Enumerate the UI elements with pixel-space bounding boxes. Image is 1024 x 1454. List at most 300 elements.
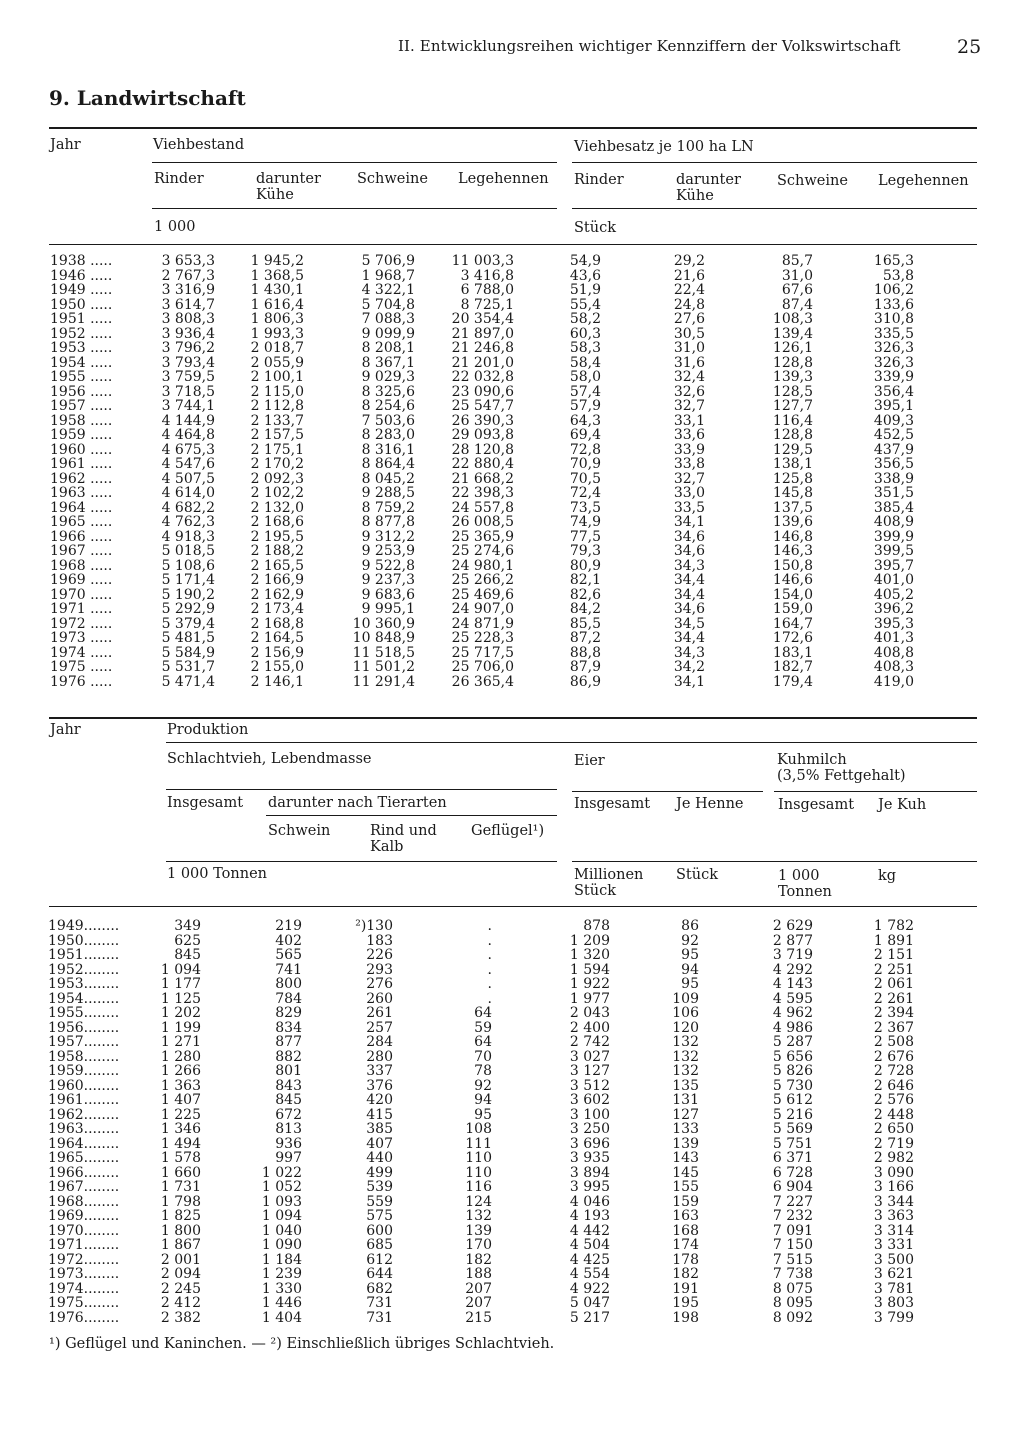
cell-je-kuh: 2 576 <box>873 1092 914 1108</box>
cell-je-henne: 133 <box>672 1121 699 1137</box>
table-row <box>0 992 1000 1007</box>
cell-kuehe: 2 166,9 <box>250 572 304 588</box>
cell-rinder: 4 918,3 <box>161 528 215 545</box>
cell-milch-insgesamt: 7 232 <box>772 1208 813 1224</box>
cell-legehennen: 21 668,2 <box>451 470 514 487</box>
cell-year: 1974 ..... <box>50 644 113 661</box>
cell-rind-kalb: 257 <box>366 1019 393 1036</box>
t2-group-eier: Eier <box>574 753 605 769</box>
cell-gefluegel: 116 <box>465 1179 492 1195</box>
cell-legehennen: 25 266,2 <box>451 572 514 588</box>
cell-gefluegel: . <box>487 932 492 949</box>
cell-rind-kalb: 499 <box>366 1164 393 1181</box>
cell-kuehe: 2 168,8 <box>250 615 304 632</box>
cell-legehennen-besatz: 399,9 <box>873 528 914 545</box>
cell-schwein: 1 040 <box>261 1222 302 1239</box>
cell-eier-insgesamt: 1 977 <box>569 990 610 1007</box>
cell-milch-insgesamt: 6 904 <box>772 1179 813 1195</box>
t1-h-legehennen-besatz: Legehennen <box>878 173 969 189</box>
cell-rinder-besatz: 73,5 <box>569 499 601 516</box>
t2-h-eier-insgesamt: Insgesamt <box>574 796 651 812</box>
cell-legehennen: 24 871,9 <box>451 615 514 632</box>
table-row <box>0 1195 1000 1210</box>
cell-schlachtvieh-insgesamt: 1 800 <box>160 1222 201 1239</box>
cell-eier-insgesamt: 3 127 <box>569 1063 610 1079</box>
table-row <box>0 1253 1000 1268</box>
cell-schlachtvieh-insgesamt: 1 363 <box>160 1077 201 1094</box>
cell-schwein: 784 <box>275 990 302 1007</box>
cell-schweine-besatz: 31,0 <box>781 267 813 284</box>
cell-year: 1960........ <box>48 1077 120 1094</box>
t1-h-kuehe: darunter Kühe <box>256 171 321 203</box>
cell-schlachtvieh-insgesamt: 1 346 <box>160 1121 201 1137</box>
cell-schweine: 11 291,4 <box>352 673 415 690</box>
cell-eier-insgesamt: 2 043 <box>569 1005 610 1021</box>
cell-rinder-besatz: 69,4 <box>569 427 601 443</box>
cell-legehennen-besatz: 452,5 <box>873 427 914 443</box>
cell-year: 1951 ..... <box>50 311 113 327</box>
cell-rinder: 4 675,3 <box>161 441 215 458</box>
cell-gefluegel: 108 <box>465 1121 492 1137</box>
cell-schwein: 1 090 <box>261 1237 302 1253</box>
cell-rind-kalb: 420 <box>366 1092 393 1108</box>
cell-je-henne: 132 <box>672 1063 699 1079</box>
cell-rinder-besatz: 58,2 <box>569 311 601 327</box>
cell-eier-insgesamt: 3 995 <box>569 1179 610 1195</box>
cell-year: 1959 ..... <box>50 427 113 443</box>
cell-je-henne: 168 <box>672 1222 699 1239</box>
cell-legehennen-besatz: 396,2 <box>873 601 914 617</box>
cell-rind-kalb: 415 <box>366 1106 393 1123</box>
t2-unit-rule-right <box>572 861 977 862</box>
cell-rinder-besatz: 79,3 <box>569 543 601 559</box>
cell-gefluegel: 110 <box>465 1164 492 1181</box>
cell-je-henne: 174 <box>672 1237 699 1253</box>
cell-schlachtvieh-insgesamt: 1 494 <box>160 1135 201 1152</box>
cell-milch-insgesamt: 7 227 <box>772 1193 813 1210</box>
cell-schlachtvieh-insgesamt: 2 412 <box>160 1295 201 1311</box>
cell-schweine: 9 099,9 <box>361 325 415 342</box>
cell-eier-insgesamt: 3 935 <box>569 1150 610 1166</box>
t2-h-je-henne: Je Henne <box>676 796 744 812</box>
t2-unit-mio-stueck: Millionen Stück <box>574 867 644 899</box>
cell-kuehe-besatz: 32,7 <box>673 398 705 414</box>
table-row <box>0 385 1000 400</box>
t2-eier-rule <box>572 791 763 792</box>
cell-schweine-besatz: 164,7 <box>772 615 813 632</box>
cell-schwein: 800 <box>275 976 302 992</box>
cell-milch-insgesamt: 4 595 <box>772 990 813 1007</box>
cell-rinder: 2 767,3 <box>161 267 215 284</box>
cell-kuehe: 1 806,3 <box>250 311 304 327</box>
cell-year: 1967 ..... <box>50 543 113 559</box>
table-row <box>0 428 1000 443</box>
cell-je-henne: 95 <box>681 976 699 992</box>
cell-eier-insgesamt: 1 922 <box>569 976 610 992</box>
cell-milch-insgesamt: 5 287 <box>772 1034 813 1050</box>
cell-milch-insgesamt: 4 143 <box>772 976 813 992</box>
cell-schweine-besatz: 154,0 <box>772 586 813 603</box>
cell-schlachtvieh-insgesamt: 2 382 <box>160 1309 201 1326</box>
cell-milch-insgesamt: 5 826 <box>772 1063 813 1079</box>
cell-legehennen-besatz: 408,9 <box>873 514 914 530</box>
running-head: II. Entwicklungsreihen wichtiger Kennziffern der Volkswirtschaft <box>398 37 901 55</box>
cell-gefluegel: 64 <box>474 1034 492 1050</box>
cell-kuehe-besatz: 33,8 <box>673 456 705 472</box>
cell-kuehe-besatz: 31,6 <box>673 354 705 371</box>
cell-rinder-besatz: 85,5 <box>569 615 601 632</box>
cell-schweine-besatz: 129,5 <box>772 441 813 458</box>
cell-gefluegel: 95 <box>474 1106 492 1123</box>
cell-kuehe: 2 115,0 <box>250 383 304 400</box>
cell-legehennen-besatz: 351,5 <box>873 485 914 501</box>
cell-gefluegel: 78 <box>474 1063 492 1079</box>
cell-year: 1975........ <box>48 1295 120 1311</box>
cell-je-henne: 159 <box>672 1193 699 1210</box>
footnote: ¹) Geflügel und Kaninchen. — ²) Einschließlich übriges Schlachtvieh. <box>49 1336 555 1352</box>
cell-kuehe: 1 993,3 <box>250 325 304 342</box>
cell-schlachtvieh-insgesamt: 1 798 <box>160 1193 201 1210</box>
cell-year: 1956 ..... <box>50 383 113 400</box>
cell-legehennen-besatz: 419,0 <box>873 673 914 690</box>
cell-rinder: 3 808,3 <box>161 311 215 327</box>
cell-year: 1956........ <box>48 1019 120 1036</box>
cell-kuehe-besatz: 29,2 <box>673 253 705 269</box>
cell-rinder: 3 614,7 <box>161 296 215 313</box>
cell-schweine: 9 288,5 <box>361 485 415 501</box>
cell-je-henne: 178 <box>672 1251 699 1268</box>
table-row <box>0 1224 1000 1239</box>
cell-milch-insgesamt: 5 730 <box>772 1077 813 1094</box>
cell-year: 1965 ..... <box>50 514 113 530</box>
cell-rind-kalb: 407 <box>366 1135 393 1152</box>
cell-gefluegel: . <box>487 947 492 963</box>
table-row <box>0 1108 1000 1123</box>
cell-gefluegel: 132 <box>465 1208 492 1224</box>
cell-schweine: 10 848,9 <box>352 630 415 646</box>
t2-produktion-rule <box>166 742 977 743</box>
table-row <box>0 919 1000 934</box>
cell-je-henne: 127 <box>672 1106 699 1123</box>
cell-schwein: 1 404 <box>261 1309 302 1326</box>
cell-je-kuh: 3 314 <box>873 1222 914 1239</box>
cell-milch-insgesamt: 7 150 <box>772 1237 813 1253</box>
cell-year: 1960 ..... <box>50 441 113 458</box>
cell-rind-kalb: 376 <box>366 1077 393 1094</box>
table-row <box>0 1151 1000 1166</box>
cell-rinder: 3 718,5 <box>161 383 215 400</box>
cell-schweine: 8 208,1 <box>361 340 415 356</box>
cell-kuehe-besatz: 22,4 <box>673 282 705 298</box>
t2-kuhmilch-rule <box>774 791 977 792</box>
cell-schweine-besatz: 87,4 <box>781 296 813 313</box>
cell-eier-insgesamt: 4 046 <box>569 1193 610 1210</box>
t2-darunter-rule <box>266 815 557 816</box>
cell-year: 1969........ <box>48 1208 120 1224</box>
table-row <box>0 573 1000 588</box>
cell-legehennen-besatz: 356,4 <box>873 383 914 400</box>
table-row <box>0 675 1000 690</box>
cell-gefluegel: 188 <box>465 1266 492 1282</box>
cell-year: 1970........ <box>48 1222 120 1239</box>
cell-je-kuh: 2 719 <box>873 1135 914 1152</box>
cell-rinder-besatz: 58,4 <box>569 354 601 371</box>
cell-schwein: 843 <box>275 1077 302 1094</box>
cell-schwein: 1 022 <box>261 1164 302 1181</box>
t1-h-legehennen: Legehennen <box>458 171 549 187</box>
table-row <box>0 457 1000 472</box>
cell-schlachtvieh-insgesamt: 1 202 <box>160 1005 201 1021</box>
cell-kuehe-besatz: 34,1 <box>673 673 705 690</box>
cell-milch-insgesamt: 7 515 <box>772 1251 813 1268</box>
cell-kuehe: 2 168,6 <box>250 514 304 530</box>
t1-unit-rule-left <box>152 208 557 209</box>
cell-legehennen-besatz: 408,8 <box>873 644 914 661</box>
cell-je-henne: 195 <box>672 1295 699 1311</box>
cell-kuehe-besatz: 33,6 <box>673 427 705 443</box>
cell-schlachtvieh-insgesamt: 1 177 <box>160 976 201 992</box>
cell-je-henne: 95 <box>681 947 699 963</box>
t2-schlachtvieh-rule <box>166 789 557 790</box>
cell-schwein: 1 052 <box>261 1179 302 1195</box>
cell-rind-kalb: 644 <box>366 1266 393 1282</box>
cell-eier-insgesamt: 5 217 <box>569 1309 610 1326</box>
cell-rind-kalb: 440 <box>366 1150 393 1166</box>
table-row <box>0 559 1000 574</box>
cell-legehennen-besatz: 339,9 <box>873 369 914 385</box>
cell-milch-insgesamt: 6 728 <box>772 1164 813 1181</box>
cell-milch-insgesamt: 8 075 <box>772 1280 813 1297</box>
cell-eier-insgesamt: 1 320 <box>569 947 610 963</box>
cell-rind-kalb: 682 <box>366 1280 393 1297</box>
cell-milch-insgesamt: 8 092 <box>772 1309 813 1326</box>
cell-rind-kalb: ²)130 <box>355 918 393 934</box>
cell-rinder-besatz: 70,9 <box>569 456 601 472</box>
cell-schlachtvieh-insgesamt: 845 <box>174 947 201 963</box>
cell-year: 1946 ..... <box>50 267 113 284</box>
cell-rind-kalb: 600 <box>366 1222 393 1239</box>
cell-year: 1972........ <box>48 1251 120 1268</box>
cell-kuehe-besatz: 32,7 <box>673 470 705 487</box>
cell-je-kuh: 2 251 <box>873 961 914 978</box>
cell-kuehe: 2 164,5 <box>250 630 304 646</box>
cell-year: 1973........ <box>48 1266 120 1282</box>
section-title: 9. Landwirtschaft <box>49 86 246 110</box>
table2-top-rule <box>49 717 977 719</box>
cell-kuehe-besatz: 33,9 <box>673 441 705 458</box>
cell-legehennen-besatz: 385,4 <box>873 499 914 516</box>
cell-je-henne: 182 <box>672 1266 699 1282</box>
cell-milch-insgesamt: 4 962 <box>772 1005 813 1021</box>
cell-kuehe: 2 102,2 <box>250 485 304 501</box>
table-row <box>0 1079 1000 1094</box>
cell-schweine-besatz: 172,6 <box>772 630 813 646</box>
table-row <box>0 544 1000 559</box>
table-row <box>0 312 1000 327</box>
cell-schweine: 4 322,1 <box>361 282 415 298</box>
cell-schwein: 801 <box>275 1063 302 1079</box>
cell-schwein: 565 <box>275 947 302 963</box>
cell-rinder-besatz: 70,5 <box>569 470 601 487</box>
cell-gefluegel: . <box>487 918 492 934</box>
cell-rinder: 3 759,5 <box>161 369 215 385</box>
cell-schweine-besatz: 145,8 <box>772 485 813 501</box>
cell-schlachtvieh-insgesamt: 1 660 <box>160 1164 201 1181</box>
cell-legehennen: 21 246,8 <box>451 340 514 356</box>
cell-legehennen: 25 365,9 <box>451 528 514 545</box>
cell-schweine: 8 045,2 <box>361 470 415 487</box>
cell-schweine: 8 864,4 <box>361 456 415 472</box>
cell-rind-kalb: 612 <box>366 1251 393 1268</box>
cell-year: 1951........ <box>48 947 120 963</box>
cell-schlachtvieh-insgesamt: 1 407 <box>160 1092 201 1108</box>
cell-kuehe-besatz: 34,2 <box>673 659 705 675</box>
cell-schweine: 5 706,9 <box>361 253 415 269</box>
cell-milch-insgesamt: 4 292 <box>772 961 813 978</box>
cell-schlachtvieh-insgesamt: 1 280 <box>160 1048 201 1065</box>
t1-col-jahr: Jahr <box>50 137 81 153</box>
cell-kuehe-besatz: 33,5 <box>673 499 705 516</box>
cell-eier-insgesamt: 2 400 <box>569 1019 610 1036</box>
cell-je-henne: 143 <box>672 1150 699 1166</box>
cell-legehennen-besatz: 395,1 <box>873 398 914 414</box>
cell-year: 1958 ..... <box>50 412 113 429</box>
cell-eier-insgesamt: 4 193 <box>569 1208 610 1224</box>
cell-kuehe: 2 092,3 <box>250 470 304 487</box>
cell-je-kuh: 3 331 <box>873 1237 914 1253</box>
t1-group-rule-left <box>152 162 557 163</box>
cell-year: 1955 ..... <box>50 369 113 385</box>
t1-unit-rule-right <box>572 208 977 209</box>
cell-year: 1969 ..... <box>50 572 113 588</box>
table-row <box>0 1006 1000 1021</box>
cell-milch-insgesamt: 2 629 <box>772 918 813 934</box>
t2-group-kuhmilch: Kuhmilch (3,5% Fettgehalt) <box>777 752 906 784</box>
cell-gefluegel: . <box>487 990 492 1007</box>
cell-legehennen-besatz: 53,8 <box>882 267 914 284</box>
cell-je-kuh: 3 090 <box>873 1164 914 1181</box>
t1-group-rule-right <box>572 162 977 163</box>
cell-schlachtvieh-insgesamt: 1 266 <box>160 1063 201 1079</box>
cell-schweine: 9 253,9 <box>361 543 415 559</box>
cell-schlachtvieh-insgesamt: 1 094 <box>160 961 201 978</box>
cell-je-kuh: 2 394 <box>873 1005 914 1021</box>
table-row <box>0 1180 1000 1195</box>
cell-rinder-besatz: 43,6 <box>569 267 601 284</box>
cell-rinder: 5 584,9 <box>161 644 215 661</box>
t2-col-jahr: Jahr <box>50 722 81 738</box>
cell-schwein: 741 <box>275 961 302 978</box>
cell-je-kuh: 2 676 <box>873 1048 914 1065</box>
cell-legehennen-besatz: 437,9 <box>873 441 914 458</box>
cell-je-kuh: 2 261 <box>873 990 914 1007</box>
cell-je-henne: 191 <box>672 1280 699 1297</box>
cell-rinder: 5 018,5 <box>161 543 215 559</box>
cell-schweine: 7 088,3 <box>361 311 415 327</box>
cell-milch-insgesamt: 5 612 <box>772 1092 813 1108</box>
cell-kuehe: 2 170,2 <box>250 456 304 472</box>
cell-legehennen-besatz: 408,3 <box>873 659 914 675</box>
cell-milch-insgesamt: 8 095 <box>772 1295 813 1311</box>
table-row <box>0 1209 1000 1224</box>
cell-year: 1971........ <box>48 1237 120 1253</box>
table-row <box>0 269 1000 284</box>
cell-legehennen-besatz: 326,3 <box>873 340 914 356</box>
cell-schweine: 9 029,3 <box>361 369 415 385</box>
cell-rind-kalb: 539 <box>366 1179 393 1195</box>
cell-eier-insgesamt: 4 504 <box>569 1237 610 1253</box>
cell-schwein: 813 <box>275 1121 302 1137</box>
cell-rinder: 5 190,2 <box>161 586 215 603</box>
cell-rinder-besatz: 51,9 <box>569 282 601 298</box>
table-row <box>0 1035 1000 1050</box>
cell-kuehe-besatz: 34,1 <box>673 514 705 530</box>
cell-legehennen: 24 557,8 <box>451 499 514 516</box>
cell-rind-kalb: 284 <box>366 1034 393 1050</box>
cell-gefluegel: . <box>487 976 492 992</box>
cell-rinder: 4 144,9 <box>161 412 215 429</box>
cell-kuehe: 2 146,1 <box>250 673 304 690</box>
cell-schwein: 877 <box>275 1034 302 1050</box>
cell-gefluegel: 92 <box>474 1077 492 1094</box>
cell-schlachtvieh-insgesamt: 625 <box>174 932 201 949</box>
cell-rinder: 5 379,4 <box>161 615 215 632</box>
cell-gefluegel: 64 <box>474 1005 492 1021</box>
cell-rinder-besatz: 86,9 <box>569 673 601 690</box>
table-row <box>0 254 1000 269</box>
cell-je-kuh: 3 166 <box>873 1179 914 1195</box>
cell-year: 1964 ..... <box>50 499 113 516</box>
cell-kuehe-besatz: 34,4 <box>673 572 705 588</box>
cell-schweine: 8 316,1 <box>361 441 415 458</box>
cell-schweine-besatz: 150,8 <box>772 557 813 574</box>
table-row <box>0 443 1000 458</box>
cell-eier-insgesamt: 4 922 <box>569 1280 610 1297</box>
cell-year: 1949 ..... <box>50 282 113 298</box>
t1-h-schweine-besatz: Schweine <box>777 173 848 189</box>
cell-gefluegel: 207 <box>465 1295 492 1311</box>
cell-legehennen-besatz: 395,3 <box>873 615 914 632</box>
cell-gefluegel: 111 <box>465 1135 492 1152</box>
cell-schweine-besatz: 146,8 <box>772 528 813 545</box>
cell-schwein: 845 <box>275 1092 302 1108</box>
cell-kuehe-besatz: 33,1 <box>673 412 705 429</box>
cell-rinder-besatz: 57,4 <box>569 383 601 400</box>
cell-rind-kalb: 337 <box>366 1063 393 1079</box>
cell-rinder: 5 481,5 <box>161 630 215 646</box>
cell-kuehe: 2 157,5 <box>250 427 304 443</box>
cell-milch-insgesamt: 6 371 <box>772 1150 813 1166</box>
t1-h-rinder-besatz: Rinder <box>574 172 624 188</box>
cell-legehennen-besatz: 310,8 <box>873 311 914 327</box>
cell-je-henne: 139 <box>672 1135 699 1152</box>
cell-schweine: 9 995,1 <box>361 601 415 617</box>
cell-legehennen: 26 008,5 <box>451 514 514 530</box>
cell-kuehe: 2 132,0 <box>250 499 304 516</box>
cell-year: 1962........ <box>48 1106 120 1123</box>
cell-kuehe: 2 188,2 <box>250 543 304 559</box>
cell-schweine: 8 367,1 <box>361 354 415 371</box>
cell-schweine-besatz: 179,4 <box>772 673 813 690</box>
cell-je-kuh: 3 621 <box>873 1266 914 1282</box>
cell-schwein: 1 093 <box>261 1193 302 1210</box>
cell-year: 1968........ <box>48 1193 120 1210</box>
cell-rind-kalb: 575 <box>366 1208 393 1224</box>
cell-year: 1970 ..... <box>50 586 113 603</box>
table-row <box>0 1021 1000 1036</box>
cell-schwein: 402 <box>275 932 302 949</box>
cell-schweine-besatz: 182,7 <box>772 659 813 675</box>
